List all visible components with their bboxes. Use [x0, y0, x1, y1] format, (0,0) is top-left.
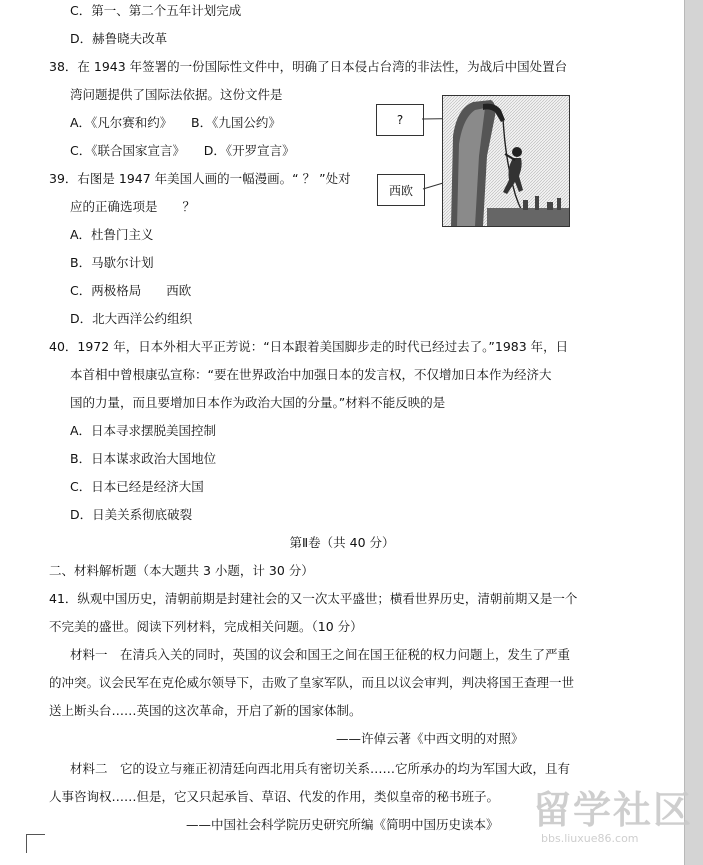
material2-source: ——中国社会科学院历史研究所编《简明中国历史读本》 [186, 817, 499, 832]
q40-stem-line2: 本首相中曾根康弘宣称：“要在世界政治中加强日本的发言权，不仅增加日本作为经济大 [70, 367, 552, 382]
q37-option-c: C．第一、第二个五年计划完成 [70, 3, 242, 18]
watermark-url: bbs.liuxue86.com [541, 832, 639, 845]
material2-line1: 材料二 它的设立与雍正初清廷向西北用兵有密切关系……它所承办的均为军国大政，且有 [70, 761, 571, 776]
q40-option-a: A．日本寻求摆脱美国控制 [70, 423, 217, 438]
cartoon-label-west-europe: 西欧 [377, 174, 425, 206]
q40-stem-line1: 40．1972 年，日本外相大平正芳说：“日本跟着美国脚步走的时代已经过去了。”1983 年，日 [49, 339, 569, 354]
q40-option-c: C．日本已经是经济大国 [70, 479, 204, 494]
q39-option-a: A．杜鲁门主义 [70, 227, 154, 242]
q40-option-d: D．日美关系彻底破裂 [70, 507, 193, 522]
q41-stem-line1: 41．纵观中国历史，清朝前期是封建社会的又一次太平盛世；横看世界历史，清朝前期又是一个 [49, 591, 578, 606]
material1-line2: 的冲突。议会民军在克伦威尔领导下，击败了皇家军队，而且以议会审判，判决将国王查理一世 [49, 675, 575, 690]
q40-option-b: B．日本谋求政治大国地位 [70, 451, 217, 466]
material1-line3: 送上断头台……英国的这次革命，开启了新的国家体制。 [49, 703, 362, 718]
section-title: 第Ⅱ卷（共 40 分） [289, 535, 395, 550]
q39-option-c: C．两极格局 西欧 [70, 283, 192, 298]
q39-stem-line1: 39．右图是 1947 年美国人画的一幅漫画。“ ？ ”处对 [49, 171, 351, 186]
q38-stem-line1: 38．在 1943 年签署的一份国际性文件中，明确了日本侵占台湾的非法性，为战后中国处置台 [49, 59, 568, 74]
q39-stem-line2: 应的正确选项是 ？ [70, 199, 196, 214]
cartoon-label-question: ? [376, 104, 424, 136]
q39-option-b: B．马歇尔计划 [70, 255, 154, 270]
q38-options-ab: A．《凡尔赛和约》 B．《九国公约》 [70, 115, 281, 130]
q38-options-cd: C．《联合国家宣言》 D．《开罗宣言》 [70, 143, 295, 158]
q38-stem-line2: 湾问题提供了国际法依据。这份文件是 [70, 87, 283, 102]
part2-heading: 二、材料解析题（本大题共 3 小题，计 30 分） [49, 563, 314, 578]
material1-source: ——许倬云著《中西文明的对照》 [336, 731, 524, 746]
cartoon-image [442, 95, 570, 227]
q41-stem-line2: 不完美的盛世。阅读下列材料，完成相关问题。（10 分） [49, 619, 363, 634]
page-corner-mark [26, 834, 45, 853]
q37-option-d: D．赫鲁晓夫改革 [70, 31, 168, 46]
window-scroll-edge[interactable] [684, 0, 703, 865]
q40-stem-line3: 国的力量，而且要增加日本作为政治大国的分量。”材料不能反映的是 [70, 395, 446, 410]
q39-option-d: D．北大西洋公约组织 [70, 311, 193, 326]
material1-line1: 材料一 在清兵入关的同时，英国的议会和国王之间在国王征税的权力问题上，发生了严重 [70, 647, 571, 662]
site-watermark [533, 790, 693, 850]
material2-line2: 人事咨询权……但是，它又只起承旨、草诏、代发的作用，类似皇帝的秘书班子。 [49, 789, 500, 804]
watermark-logo-text: 留学社区 [533, 788, 694, 832]
